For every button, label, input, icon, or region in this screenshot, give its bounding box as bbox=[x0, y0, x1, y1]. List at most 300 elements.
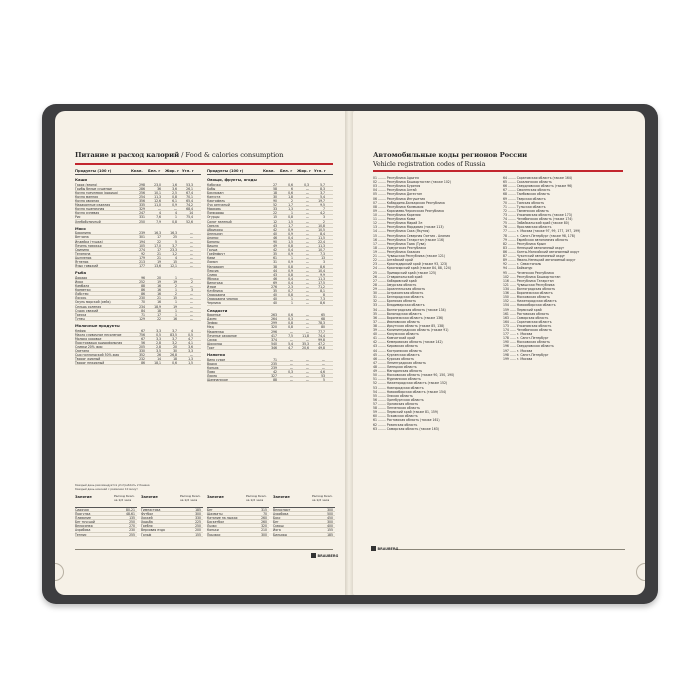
nutrient-value: 0,8 bbox=[288, 325, 293, 330]
nutrient-value: 90 bbox=[273, 199, 277, 204]
nutrient-value: 7,5 bbox=[288, 333, 293, 338]
nutrient-value: 7,9 bbox=[156, 219, 161, 224]
nutrient-value: 3 bbox=[191, 288, 193, 293]
region-code-entry: 05 ........ Республика Дагестан bbox=[373, 192, 423, 197]
nutrient-value: 20 bbox=[173, 344, 177, 349]
table-header bbox=[75, 169, 201, 175]
activity-kcal: 500 bbox=[327, 512, 333, 517]
nutrient-value: — bbox=[189, 264, 193, 269]
product-name: Персик bbox=[207, 268, 219, 272]
region-code-entry: 04 ........ Республика Алтай bbox=[373, 188, 417, 193]
table-row bbox=[207, 346, 333, 350]
nutrient-value: 25 bbox=[173, 235, 177, 240]
nutrient-value: 356 bbox=[139, 199, 145, 204]
nutrient-value: 301 bbox=[139, 235, 145, 240]
nutrient-value: 20 bbox=[157, 275, 161, 280]
activity-kcal: 70 bbox=[263, 512, 267, 517]
nutrient-value: 1,5 bbox=[188, 361, 193, 366]
nutrient-value: — bbox=[305, 272, 309, 277]
nutrient-value: 254 bbox=[139, 194, 145, 199]
nutrient-value: 90 bbox=[273, 240, 277, 244]
nutrient-value: 61 bbox=[273, 256, 277, 261]
activity-kcal: 320 bbox=[261, 524, 267, 529]
region-code-entry: 54 ........ Новосибирская область (также 154) bbox=[373, 389, 447, 394]
nutrient-value: 80 bbox=[321, 325, 325, 330]
region-code-entry: 44 ........ Костромская область bbox=[373, 348, 422, 353]
nutrient-value: 4,1 bbox=[188, 340, 193, 345]
nutrient-value: 16 bbox=[157, 292, 161, 297]
nutrient-value: — bbox=[305, 317, 309, 322]
product-name: Мед bbox=[207, 325, 214, 329]
nutrient-value: 0,9 bbox=[288, 231, 293, 236]
nutrient-value: 5 bbox=[323, 378, 325, 383]
nutrient-value: 1,3 bbox=[288, 207, 293, 212]
product-name: Пиво bbox=[207, 370, 216, 374]
nutrient-value: — bbox=[189, 353, 193, 358]
region-code-entry: 48 ........ Липецкая область bbox=[373, 365, 417, 370]
nutrient-value: 1 bbox=[175, 312, 177, 317]
nutrient-value: 1,7 bbox=[288, 203, 293, 208]
nutrient-value: 8,3 bbox=[320, 186, 325, 191]
nutrient-value: 68,4 bbox=[186, 207, 193, 212]
region-code-entry: 159 ...... Пермский край bbox=[503, 307, 542, 312]
nutrient-value: 264 bbox=[271, 317, 277, 322]
activity-name: Верховая езда bbox=[141, 528, 165, 532]
product-name: Крупа манная bbox=[75, 194, 98, 199]
nutrient-value: 49 bbox=[273, 244, 277, 249]
product-name: Печенье сахарное bbox=[207, 333, 237, 337]
region-code-entry: 59 ........ Пермский край (также 81, 159) bbox=[373, 410, 439, 415]
footnotes bbox=[75, 483, 150, 491]
region-code-entry: 163 ...... Самарская область bbox=[503, 315, 549, 320]
region-code-entry: 14 ........ Республика Саха (Якутия) bbox=[373, 229, 430, 234]
region-code-entry: 87 ........ Чукотский автономный округ bbox=[503, 254, 566, 259]
corner-ornament bbox=[636, 563, 645, 581]
region-code-entry: 75 ........ Забайкальский край (также 80) bbox=[503, 221, 569, 226]
nutrient-value: 2 bbox=[291, 199, 293, 204]
nutrient-value: 235 bbox=[271, 361, 277, 366]
nutrient-value: — bbox=[305, 223, 309, 228]
page-title bbox=[75, 151, 283, 159]
region-code-entry: 07 ........ Кабардино-Балкарская Республика bbox=[373, 200, 445, 205]
nutrient-value: 49,8 bbox=[318, 345, 325, 350]
nutrient-value: 42 bbox=[273, 248, 277, 253]
activity-header bbox=[207, 495, 269, 508]
activity-name: Аэробика bbox=[75, 528, 91, 532]
activity-row bbox=[273, 533, 335, 537]
nutrient-value: 239 bbox=[139, 231, 145, 236]
region-code-entry: 21 ........ Чувашская Республика (также 121) bbox=[373, 254, 446, 259]
nutrient-value: 0,4 bbox=[288, 276, 293, 281]
nutrient-value: — bbox=[305, 280, 309, 285]
region-code-entry: 61 ........ Ростовская область (также 161) bbox=[373, 418, 440, 423]
nutrient-value: 17 bbox=[157, 235, 161, 240]
nutrient-value: — bbox=[189, 316, 193, 321]
region-code-entry: 40 ........ Калужская область bbox=[373, 332, 419, 337]
nutrient-value: 4 bbox=[159, 211, 161, 216]
nutrient-value: — bbox=[321, 361, 325, 366]
product-name: Камбала bbox=[75, 284, 90, 288]
region-code-entry: 94 ........ Байконур bbox=[503, 266, 533, 271]
nutrient-value: 74,2 bbox=[186, 203, 193, 208]
activity-name: Прыжки bbox=[207, 532, 221, 536]
activity-kcal: 250 bbox=[195, 524, 201, 529]
product-name: Дорадо bbox=[75, 275, 88, 279]
nutrient-value: 374 bbox=[271, 337, 277, 342]
region-code-entry: 03 ........ Республика Бурятия bbox=[373, 184, 421, 189]
right-page bbox=[353, 111, 645, 595]
nutrient-value: — bbox=[189, 255, 193, 260]
nutrient-value: 70 bbox=[141, 300, 145, 305]
product-name: Ягненок bbox=[75, 259, 89, 264]
product-name: Слива bbox=[207, 272, 217, 276]
nutrient-value: 10,7 bbox=[318, 248, 325, 253]
region-code-entry: 19 ........ Республика Хакасия bbox=[373, 249, 421, 254]
nutrient-value: 263 bbox=[271, 313, 277, 318]
title-en: Vehicle registration codes of Russia bbox=[373, 160, 486, 168]
nutrient-value: — bbox=[305, 231, 309, 236]
product-name: Яблоко bbox=[207, 276, 219, 280]
nutrient-value: 0,9 bbox=[288, 260, 293, 265]
nutrient-value: 47,2 bbox=[318, 341, 325, 346]
activity-kcal: 185 bbox=[195, 508, 201, 512]
activity-kcal: 210 bbox=[261, 528, 267, 533]
nutrient-value: 88 bbox=[273, 378, 277, 383]
nutrient-value: 8,6 bbox=[320, 264, 325, 269]
region-code-entry: 164 ...... Саратовская область bbox=[503, 319, 552, 324]
nutrient-value: 99,8 bbox=[318, 337, 325, 342]
product-name: Масло сливочное несоленое bbox=[75, 332, 122, 336]
product-name: Морковь bbox=[207, 207, 221, 211]
nutrient-value: 9,9 bbox=[320, 272, 325, 277]
product-name: Шампанское bbox=[207, 378, 228, 382]
nutrient-value: 2,3 bbox=[288, 285, 293, 290]
activity-header bbox=[273, 495, 335, 508]
nutrient-value: 75,4 bbox=[186, 215, 193, 220]
nutrient-value: 276 bbox=[271, 285, 277, 290]
product-name: Гарох (зерно) bbox=[75, 182, 98, 186]
nutrient-value: 42 bbox=[273, 227, 277, 232]
activity-kcal: 300 bbox=[261, 532, 267, 537]
product-name: Телятина bbox=[75, 251, 91, 255]
nutrient-value: — bbox=[305, 244, 309, 249]
nutrient-value: 16 bbox=[173, 316, 177, 321]
nutrient-value: 3,5 bbox=[156, 349, 161, 354]
product-name: Индейка (тушка) bbox=[75, 239, 103, 243]
nutrient-value: 16 bbox=[157, 288, 161, 293]
nutrient-value: — bbox=[289, 337, 293, 342]
nutrient-value: 11,3 bbox=[318, 244, 325, 249]
region-code-entry: 196 ...... Свердловская область bbox=[503, 344, 554, 349]
region-code-entry: 57 ........ Орловская область bbox=[373, 402, 419, 407]
product-name: Абрикосы bbox=[207, 227, 223, 231]
nutrient-value: 8,4 bbox=[320, 231, 325, 236]
activity-name: Гимнастика bbox=[141, 508, 161, 512]
activity-kcal: 200 bbox=[195, 528, 201, 533]
nutrient-value: — bbox=[289, 329, 293, 334]
product-name: Крупа ячневая bbox=[75, 211, 100, 215]
nutrient-value: — bbox=[189, 247, 193, 252]
region-code-entry: 63 ........ Самарская область (также 163) bbox=[373, 426, 439, 431]
nutrient-value: 46 bbox=[273, 276, 277, 281]
activity-name: Прогулка bbox=[75, 512, 91, 516]
nutrient-value: — bbox=[305, 370, 309, 374]
nutrient-value: 4 bbox=[191, 328, 193, 333]
region-code-entry: 47 ........ Ленинградская область bbox=[373, 360, 426, 365]
region-code-entry: 45 ........ Курганская область bbox=[373, 352, 420, 357]
nutrient-value: 352 bbox=[139, 353, 145, 358]
activity-kcal: 225 bbox=[195, 520, 201, 525]
nutrient-value: 92 bbox=[141, 251, 145, 256]
region-code-entry: 121 ...... Чувашская Республика bbox=[503, 282, 555, 287]
nutrient-value: 11,3 bbox=[318, 276, 325, 281]
nutrient-value: 213 bbox=[139, 259, 145, 264]
nutrient-value: — bbox=[305, 240, 309, 244]
nutrient-value: — bbox=[305, 313, 309, 318]
header-fat: Жир. г bbox=[297, 169, 311, 173]
nutrient-value: 53 bbox=[321, 374, 325, 379]
table-row bbox=[207, 378, 333, 382]
nutrient-value: 4,7 bbox=[288, 345, 293, 350]
nutrient-value: 0,5 bbox=[188, 332, 193, 337]
nutrient-value: 43 bbox=[273, 272, 277, 277]
nutrient-value: 18,1 bbox=[154, 361, 161, 366]
product-name: Черника bbox=[207, 301, 221, 305]
activity-name: Бокс bbox=[273, 516, 281, 520]
nutrient-value: 4 bbox=[175, 211, 177, 216]
activity-kcal: 330 bbox=[195, 516, 201, 521]
group-heading: Овощи, фрукты, ягоды bbox=[207, 178, 257, 183]
product-name: Смородина черная bbox=[207, 297, 238, 301]
product-name: Бананы bbox=[207, 240, 220, 244]
region-code-entry: 161 ...... Ростовская область bbox=[503, 311, 550, 316]
nutrient-value: 0,9 bbox=[172, 203, 177, 208]
region-code-entry: 199 ...... г. Москва bbox=[503, 356, 533, 361]
nutrient-value: 88 bbox=[141, 284, 145, 289]
region-code-entry: 152 ...... Нижегородская область bbox=[503, 299, 557, 304]
nutrient-value: 8,6 bbox=[320, 301, 325, 306]
nutrient-value: 17 bbox=[157, 247, 161, 252]
nutrient-value: 4,7 bbox=[188, 336, 193, 341]
nutrient-value: 67 bbox=[141, 336, 145, 341]
activity-kcal: 315 bbox=[261, 508, 267, 512]
product-name: Апельсин bbox=[207, 231, 223, 235]
region-code-list bbox=[373, 176, 495, 431]
nutrient-value: 1 bbox=[175, 288, 177, 293]
nutrient-value: — bbox=[305, 190, 309, 195]
nutrient-value: 2 bbox=[175, 284, 177, 289]
nutrient-value: 1,5 bbox=[288, 240, 293, 244]
region-code-entry: 174 ...... Челябинская область bbox=[503, 328, 552, 333]
nutrient-value: 5,4 bbox=[288, 341, 293, 346]
activity-row bbox=[75, 533, 137, 537]
nutrient-value: — bbox=[189, 259, 193, 264]
nutrient-value: 3 bbox=[323, 260, 325, 265]
nutrient-value: 18,9 bbox=[154, 304, 161, 309]
activity-name: Велоспорт bbox=[273, 508, 291, 512]
title-en: Food & calories consumption bbox=[185, 151, 284, 159]
title-separator: / bbox=[179, 151, 186, 159]
nutrient-value: 30 bbox=[273, 194, 277, 199]
region-code-entry: 24 ........ Красноярский край (также 84, 88, 124) bbox=[373, 266, 451, 271]
region-code-entry: 50 ........ Московская область (также 90, 150, 190) bbox=[373, 373, 455, 378]
nutrient-value: 42 bbox=[273, 370, 277, 374]
product-name: Капуста bbox=[207, 194, 221, 199]
activity-kcal: 185 bbox=[327, 532, 333, 537]
nutrient-value: 1 bbox=[175, 215, 177, 220]
nutrient-value: 15 bbox=[173, 296, 177, 301]
nutrient-value: 239 bbox=[271, 365, 277, 370]
nutrient-value: — bbox=[305, 325, 309, 330]
product-name: Сахар bbox=[207, 337, 217, 341]
nutrient-value: 129 bbox=[139, 316, 145, 321]
header-product: Продукты (100 г) bbox=[75, 169, 112, 173]
nutrient-value: 35,3 bbox=[302, 341, 309, 346]
region-code-entry: 25 ........ Приморский край (также 125) bbox=[373, 270, 437, 275]
product-name: Цыпленок bbox=[75, 255, 92, 259]
nutrient-value: — bbox=[305, 268, 309, 273]
nutrient-value: 68 bbox=[321, 317, 325, 322]
activity-kcal: 80-21 bbox=[126, 508, 135, 512]
activity-kcal: 155 bbox=[327, 528, 333, 533]
activity-name: Сквош bbox=[273, 524, 284, 528]
product-name: Крупа гречневая (ядрица) bbox=[75, 190, 119, 194]
nutrient-value: — bbox=[305, 235, 309, 240]
activity-kcal: 135 bbox=[129, 516, 135, 521]
table-row bbox=[75, 317, 201, 321]
nutrient-value: 12,6 bbox=[154, 199, 161, 204]
nutrient-value: 232 bbox=[139, 357, 145, 362]
activity-name: Плавание bbox=[75, 516, 91, 520]
nutrient-value: — bbox=[305, 215, 309, 220]
nutrient-value: 0,3 bbox=[288, 370, 293, 374]
region-code-entry: 68 ........ Тамбовская область bbox=[503, 192, 550, 197]
nutrient-value: 19 bbox=[173, 304, 177, 309]
product-name: Торт bbox=[207, 345, 215, 350]
nutrient-value: 58 bbox=[273, 186, 277, 191]
region-code-entry: 17 ........ Республика Тыва (Тува) bbox=[373, 241, 426, 246]
nutrient-value: 14 bbox=[157, 357, 161, 362]
product-name: Сыр голландский 50% жир bbox=[75, 353, 120, 357]
page-title bbox=[373, 151, 527, 168]
nutrient-value: 274 bbox=[139, 247, 145, 252]
region-code-entry: 18 ........ Удмуртская Республика bbox=[373, 245, 427, 250]
nutrient-value: 0,4 bbox=[288, 248, 293, 253]
nutrient-value: 179 bbox=[139, 255, 145, 260]
activity-table bbox=[207, 495, 269, 537]
region-code-entry: 55 ........ Омская область bbox=[373, 393, 413, 398]
nutrient-value: 2 bbox=[323, 219, 325, 224]
nutrient-value: 15 bbox=[173, 259, 177, 264]
product-name: Бобы bbox=[207, 186, 216, 190]
region-code-entry: 49 ........ Магаданская область bbox=[373, 369, 423, 374]
region-code-entry: 79 ........ Еврейская автономная область bbox=[503, 237, 569, 242]
table-row bbox=[75, 220, 201, 224]
nutrient-value: 330 bbox=[139, 349, 145, 354]
region-code-entry: 26 ........ Ставропольский край bbox=[373, 274, 423, 279]
nutrition-table bbox=[207, 169, 333, 382]
table-row bbox=[207, 301, 333, 305]
nutrient-value: 10,8 bbox=[318, 223, 325, 228]
region-code-entry: 34 ........ Волгоградская область (также 134) bbox=[373, 307, 446, 312]
product-name: Язык говяжий bbox=[75, 264, 99, 268]
product-name: Макаронные изделия bbox=[75, 203, 111, 207]
nutrient-value: 0,3 bbox=[304, 182, 309, 187]
nutrient-value: 10,4 bbox=[318, 268, 325, 273]
nutrient-value: 3,7 bbox=[172, 328, 177, 333]
activity-kcal: 300 bbox=[195, 512, 201, 517]
header-product: Продукты (100 г) bbox=[207, 169, 244, 173]
product-name: Баранина bbox=[75, 231, 91, 235]
nutrient-value: 16 bbox=[157, 300, 161, 305]
region-code-entry: 136 ...... Воронежская область bbox=[503, 291, 553, 296]
activity-name: Ходьба bbox=[141, 520, 153, 524]
region-code-entry: 65 ........ Сахалинская область bbox=[503, 180, 552, 185]
product-name: Творог нежирный bbox=[75, 361, 105, 365]
activity-table bbox=[141, 495, 203, 537]
region-code-entry: 31 ........ Белгородская область bbox=[373, 295, 424, 300]
nutrient-value: 5,7 bbox=[320, 182, 325, 187]
nutrient-value: 7,6 bbox=[156, 215, 161, 220]
region-code-entry: 72 ........ Тюменская область bbox=[503, 208, 549, 213]
nutrient-value: 8,1 bbox=[320, 289, 325, 294]
header-protein: Бел. г bbox=[148, 169, 161, 173]
nutrient-value: 1,7 bbox=[288, 223, 293, 228]
nutrient-value: 10,5 bbox=[318, 227, 325, 232]
product-name: Крупа овсяная bbox=[75, 199, 99, 203]
nutrient-value: 0,4 bbox=[288, 280, 293, 285]
nutrient-value: 35 bbox=[273, 289, 277, 294]
footnote: Каждый день начинай с разминки 10 минут bbox=[75, 487, 138, 491]
nutrient-value: — bbox=[305, 285, 309, 290]
activity-kcal: 400 bbox=[327, 524, 333, 529]
region-code-entry: 197 ...... г. Москва bbox=[503, 348, 533, 353]
header-kcal: Ккал. bbox=[263, 169, 275, 173]
activity-kcal: 300 bbox=[327, 508, 333, 512]
nutrient-value: 21 bbox=[157, 251, 161, 256]
nutrient-value: 22 bbox=[157, 239, 161, 244]
region-code-entry: 02 ........ Республика Башкортостан (также 102) bbox=[373, 180, 451, 185]
nutrient-value: 5,4 bbox=[320, 194, 325, 199]
nutrient-value: 3,3 bbox=[188, 349, 193, 354]
nutrient-value: 1 bbox=[291, 301, 293, 306]
product-name: Грейпфрут bbox=[207, 252, 226, 256]
nutrient-value: 23,3 bbox=[170, 247, 177, 252]
activity-name: Коньки bbox=[207, 528, 219, 532]
region-code-entry: 36 ........ Воронежская область (также 136) bbox=[373, 315, 444, 320]
region-code-entry: 134 ...... Волгоградская область bbox=[503, 286, 556, 291]
product-name: Лук репчатый bbox=[207, 203, 230, 207]
table-header bbox=[207, 169, 333, 175]
nutrient-value: 230 bbox=[139, 296, 145, 301]
nutrient-value: 0,9 bbox=[288, 252, 293, 257]
activity-kcal: 300 bbox=[327, 520, 333, 525]
region-code-entry: 10 ........ Республика Карелия bbox=[373, 212, 421, 217]
nutrient-value: 22 bbox=[157, 316, 161, 321]
nutrient-value: — bbox=[189, 239, 193, 244]
activity-header bbox=[141, 495, 203, 508]
footnote: Каждый день рекомендуется употреблять 2 банана bbox=[75, 483, 150, 487]
title-underline bbox=[75, 163, 333, 165]
nutrient-value: 329 bbox=[139, 207, 145, 212]
nutrient-value: 7,3 bbox=[320, 252, 325, 257]
nutrient-value: — bbox=[189, 292, 193, 297]
nutrient-value: 4,6 bbox=[320, 370, 325, 374]
nutrient-value: 52,6 bbox=[186, 219, 193, 224]
nutrient-value: 21 bbox=[157, 296, 161, 301]
nutrient-value: 11,0 bbox=[154, 203, 161, 208]
nutrient-value: — bbox=[289, 361, 293, 366]
